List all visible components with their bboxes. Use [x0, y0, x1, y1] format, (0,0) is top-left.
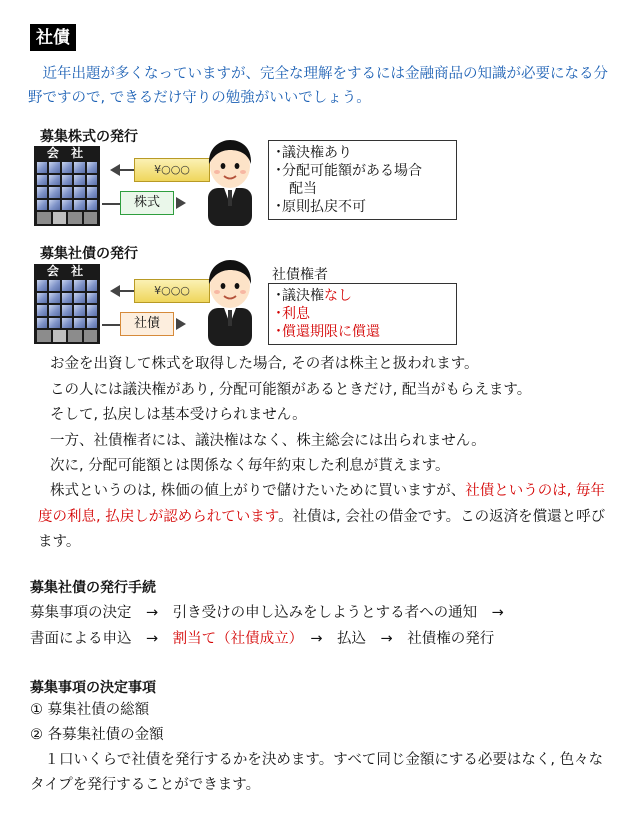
- procedure-line: [30, 626, 504, 652]
- info-line: ･利息: [275, 306, 310, 322]
- arrow-right-icon: [176, 197, 186, 209]
- arrow-line: [102, 324, 120, 326]
- arrow-line: [118, 169, 134, 171]
- bondholder-label: 社債権者: [272, 267, 328, 283]
- paragraph: そして, 払戻しは基本受けられません。: [50, 407, 307, 423]
- info-prefix: ･議決権: [275, 288, 324, 304]
- money-bundle-icon: ¥○○○: [134, 158, 210, 182]
- paragraph: お金を出資して株式を取得した場合, その者は株主と扱われます。: [50, 356, 479, 372]
- company-label: 会 社: [46, 146, 88, 160]
- person-icon: [200, 138, 260, 226]
- paragraph-stock-vs-bond: [38, 479, 618, 556]
- decision-item: ① 募集社債の総額: [30, 702, 150, 718]
- info-line: ･原則払戻不可: [275, 199, 366, 215]
- procedure-heading: 募集社債の発行手続: [30, 580, 156, 596]
- company-building-2: [34, 264, 100, 344]
- info-line: ･償還期限に償還: [275, 324, 380, 340]
- stock-rights-box: [268, 140, 457, 220]
- paragraph: 次に, 分配可能額とは関係なく毎年約束した利息が貰えます。: [50, 458, 450, 474]
- decision-list: [30, 698, 615, 798]
- arrow-right-icon: [176, 318, 186, 330]
- info-highlight: なし: [324, 288, 352, 304]
- procedure-line: 募集事項の決定 → 引き受けの申し込みをしようとする者への通知 →: [30, 605, 504, 621]
- diagram2-heading: 募集社債の発行: [40, 246, 138, 262]
- text-span: → 払込 → 社債権の発行: [295, 631, 495, 647]
- money-bundle-icon: ¥○○○: [134, 279, 210, 303]
- explanation-body: [50, 352, 620, 480]
- decision-heading: 募集事項の決定事項: [30, 680, 156, 696]
- bond-document: 社債: [120, 312, 174, 336]
- stock-document: 株式: [120, 191, 174, 215]
- paragraph: この人には議決権があり, 分配可能額があるときだけ, 配当がもらえます。: [50, 381, 532, 398]
- person-icon: [200, 258, 260, 346]
- info-line: ･議決権あり: [275, 145, 352, 161]
- intro-text: 近年出題が多くなっていますが、完全な理解をするには金融商品の知識が必要になる分野ですので, できるだけ守りの勉強がいいでしょう。: [28, 66, 608, 106]
- info-line: 配当: [275, 181, 317, 197]
- text-span: 株式というのは, 株価の値上がりで儲けたいために買いますが、: [50, 483, 466, 499]
- info-line: [275, 287, 450, 305]
- page-title: 社債: [30, 24, 76, 51]
- paragraph: 一方、社債権者には、議決権はなく、株主総会には出られません。: [50, 432, 486, 449]
- text-highlight: 割当て（社債成立）: [172, 631, 296, 647]
- bond-rights-box: [268, 283, 457, 345]
- arrow-line: [118, 290, 134, 292]
- text-span: 。社債は, 会社の借金です。この返済を償還と呼びます。: [38, 508, 606, 550]
- text-span: 書面による申込 →: [30, 631, 173, 647]
- company-building-1: [34, 146, 100, 226]
- text-highlight: 社債というのは, 毎年度の利息, 払戻しが認められています: [38, 483, 605, 525]
- diagram1-heading: 募集株式の発行: [40, 129, 138, 145]
- info-line: ･分配可能額がある場合: [275, 163, 422, 179]
- company-label: 会 社: [46, 264, 88, 278]
- procedure-flow: [30, 600, 504, 652]
- decision-item: ② 各募集社債の金額: [30, 727, 164, 743]
- arrow-line: [102, 203, 120, 205]
- decision-text: １口いくらで社債を発行するかを決めます。すべて同じ金額にする必要はなく, 色々なタイプを発行することができます。: [30, 752, 604, 793]
